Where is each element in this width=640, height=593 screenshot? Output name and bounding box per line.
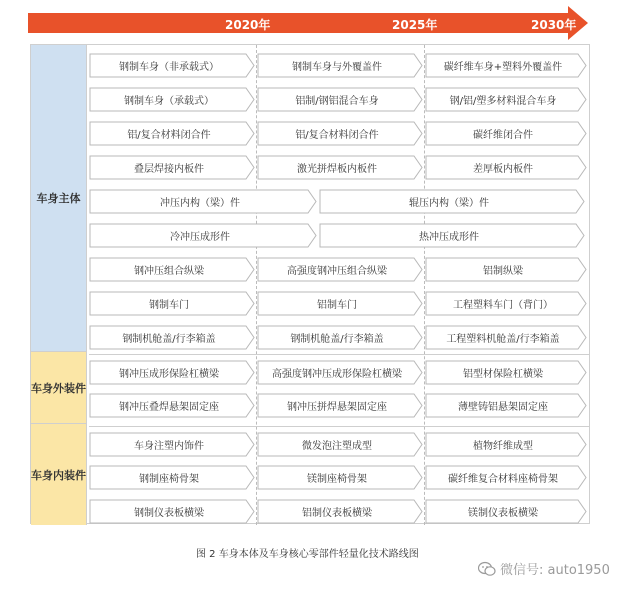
roadmap-step <box>257 155 423 180</box>
roadmap-step <box>425 499 587 524</box>
roadmap-step <box>89 291 255 316</box>
roadmap-step <box>425 257 587 282</box>
roadmap-step <box>89 87 255 112</box>
roadmap-step <box>257 325 423 350</box>
roadmap-step <box>257 87 423 112</box>
roadmap-step <box>425 465 587 490</box>
roadmap-step-label: 工程塑料机舱盖/行李箱盖 <box>446 334 560 345</box>
roadmap-step-label: 钢制车门 <box>149 300 189 311</box>
roadmap-step-label: 辊压内构（梁）件 <box>409 198 489 209</box>
roadmap-step <box>89 499 255 524</box>
category-interior: 车身内装件 <box>31 423 87 525</box>
roadmap-step <box>89 465 255 490</box>
roadmap-step-label: 镁制座椅骨架 <box>307 474 367 485</box>
roadmap-step-label: 高强度钢冲压成形保险杠横梁 <box>272 369 402 380</box>
roadmap-step <box>425 291 587 316</box>
roadmap-row <box>89 494 589 528</box>
roadmap-row <box>89 218 589 252</box>
roadmap-step-label: 碳纤维车身+塑料外覆盖件 <box>443 62 563 73</box>
roadmap-step-label: 铝制/钢铝混合车身 <box>295 96 379 107</box>
roadmap-step-label: 冷冲压成形件 <box>170 232 230 243</box>
roadmap-step <box>425 432 587 457</box>
timeline-arrow <box>28 6 588 40</box>
roadmap-step <box>89 223 317 248</box>
roadmap-step <box>257 360 423 385</box>
watermark-text: 微信号: auto1950 <box>500 563 610 578</box>
roadmap-step-label: 钢制车身（非承载式） <box>119 62 219 73</box>
roadmap-row <box>89 184 589 218</box>
roadmap-row <box>89 116 589 150</box>
roadmap-table <box>30 44 590 524</box>
roadmap-step <box>89 393 255 418</box>
year-label-2025: 2025年 <box>392 18 438 32</box>
year-label-2020: 2020年 <box>225 18 271 32</box>
roadmap-row <box>89 48 589 82</box>
watermark <box>478 559 610 578</box>
roadmap-row <box>89 320 589 354</box>
roadmap-step-label: 铝制车门 <box>317 300 357 311</box>
roadmap-step <box>319 189 585 214</box>
roadmap-step <box>89 121 255 146</box>
roadmap-step <box>425 325 587 350</box>
roadmap-step <box>89 432 255 457</box>
roadmap-step <box>257 257 423 282</box>
roadmap-step <box>257 53 423 78</box>
roadmap-step-label: 差厚板内板件 <box>473 164 533 175</box>
roadmap-step <box>89 155 255 180</box>
roadmap-row <box>89 252 589 286</box>
roadmap-step-label: 冲压内构（梁）件 <box>160 198 240 209</box>
wechat-icon <box>478 561 496 577</box>
category-body: 车身主体 <box>31 45 87 351</box>
roadmap-step <box>425 393 587 418</box>
figure-caption: 图 2 车身本体及车身核心零部件轻量化技术路线图 <box>196 549 419 560</box>
roadmap-row <box>89 354 589 388</box>
roadmap-step-label: 钢制仪表板横梁 <box>134 508 204 519</box>
roadmap-step <box>425 87 587 112</box>
roadmap-step-label: 钢冲压拼焊悬架固定座 <box>287 402 387 413</box>
roadmap-step-label: 车身注塑内饰件 <box>134 441 204 452</box>
roadmap-step-label: 钢制座椅骨架 <box>139 474 199 485</box>
roadmap-step-label: 微发泡注塑成型 <box>302 441 372 452</box>
roadmap-step <box>257 393 423 418</box>
roadmap-row <box>89 82 589 116</box>
roadmap-step-label: 钢/铝/塑多材料混合车身 <box>449 96 557 107</box>
roadmap-step-label: 铝制纵梁 <box>483 266 523 277</box>
roadmap-row <box>89 426 589 460</box>
roadmap-step <box>257 121 423 146</box>
roadmap-step <box>425 360 587 385</box>
roadmap-step <box>257 432 423 457</box>
roadmap-step-label: 热冲压成形件 <box>419 232 479 243</box>
roadmap-row <box>89 286 589 320</box>
roadmap-step-label: 钢冲压组合纵梁 <box>134 266 204 277</box>
roadmap-step-label: 工程塑料车门（背门） <box>453 300 553 311</box>
roadmap-step-label: 铝制仪表板横梁 <box>302 508 372 519</box>
roadmap-step-label: 薄壁铸铝悬架固定座 <box>458 402 548 413</box>
roadmap-row <box>89 388 589 422</box>
roadmap-row <box>89 460 589 494</box>
roadmap-row <box>89 150 589 184</box>
roadmap-step <box>257 499 423 524</box>
roadmap-step-label: 铝/复合材料闭合件 <box>127 130 211 141</box>
roadmap-step <box>89 257 255 282</box>
roadmap-step <box>425 155 587 180</box>
roadmap-step-label: 钢制车身与外覆盖件 <box>292 62 382 73</box>
roadmap-step <box>319 223 585 248</box>
roadmap-step <box>257 465 423 490</box>
roadmap-step-label: 钢制机舱盖/行李箱盖 <box>122 334 216 345</box>
roadmap-step <box>257 291 423 316</box>
roadmap-step <box>425 53 587 78</box>
roadmap-step <box>89 360 255 385</box>
roadmap-step-label: 叠层焊接内板件 <box>134 164 204 175</box>
roadmap-step-label: 铝型材保险杠横梁 <box>463 369 543 380</box>
roadmap-step-label: 钢制车身（承载式） <box>124 96 214 107</box>
roadmap-step <box>89 325 255 350</box>
roadmap-step-label: 激光拼焊板内板件 <box>297 164 377 175</box>
roadmap-step <box>89 53 255 78</box>
roadmap-step-label: 碳纤维复合材料座椅骨架 <box>448 474 558 485</box>
roadmap-step-label: 高强度钢冲压组合纵梁 <box>287 266 387 277</box>
roadmap-step-label: 钢冲压叠焊悬架固定座 <box>119 402 219 413</box>
roadmap-step-label: 钢冲压成形保险杠横梁 <box>119 369 219 380</box>
roadmap-step-label: 碳纤维闭合件 <box>473 130 533 141</box>
roadmap-step-label: 镁制仪表板横梁 <box>468 508 538 519</box>
roadmap-step <box>425 121 587 146</box>
roadmap-step-label: 植物纤维成型 <box>473 441 533 452</box>
roadmap-step-label: 铝/复合材料闭合件 <box>295 130 379 141</box>
year-label-2030: 2030年 <box>531 18 577 32</box>
roadmap-step <box>89 189 317 214</box>
roadmap-rows <box>89 45 589 525</box>
category-exterior: 车身外装件 <box>31 351 87 423</box>
roadmap-step-label: 钢制机舱盖/行李箱盖 <box>290 334 384 345</box>
